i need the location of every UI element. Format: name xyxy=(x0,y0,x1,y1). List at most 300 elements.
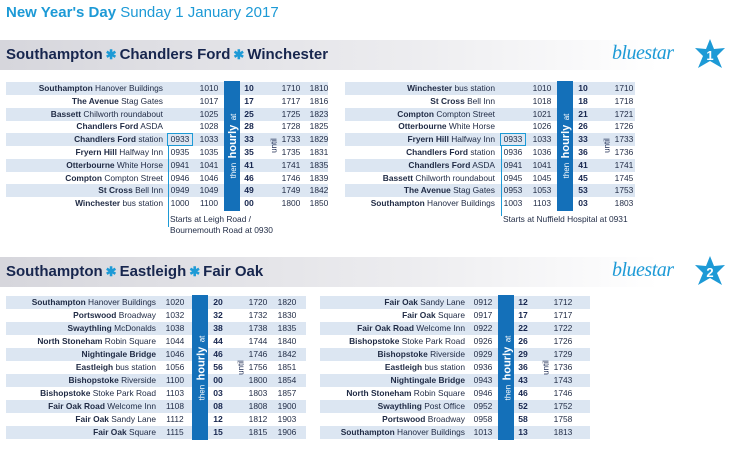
route-number: 2 xyxy=(706,265,714,280)
stop-locality: Fair Oak xyxy=(93,427,127,437)
stop-locality: Southampton xyxy=(38,83,93,93)
stop-detail: Stoke Park Road xyxy=(401,336,465,346)
departure-time: 1053 xyxy=(532,185,552,196)
section-header-route-2 xyxy=(0,257,732,287)
departure-time: 1758 xyxy=(553,414,573,424)
departure-time: 0935 xyxy=(170,147,190,157)
timetable-row xyxy=(345,133,635,146)
page-title xyxy=(6,4,279,24)
stop-locality: Chandlers Ford xyxy=(76,121,139,132)
departure-time: 1003 xyxy=(503,198,523,209)
past-the-hour-minutes: 32 xyxy=(213,310,223,320)
stop-name xyxy=(320,426,465,439)
stop-name xyxy=(6,159,163,172)
past-the-hour-minutes: 41 xyxy=(244,159,254,170)
star-icon: ✱ xyxy=(189,264,201,279)
past-the-hour-minutes: 44 xyxy=(213,336,223,346)
section-header-route-1 xyxy=(0,40,732,70)
section-title-origin: Southampton xyxy=(6,263,103,280)
stop-locality: Southampton xyxy=(31,297,86,307)
departure-time: 1033 xyxy=(532,134,552,145)
stop-detail: Bell Inn xyxy=(135,185,163,196)
past-the-hour-minutes: 53 xyxy=(578,185,588,196)
stop-detail: bus station xyxy=(122,198,163,209)
departure-time: 1746 xyxy=(553,388,573,398)
stop-locality: Otterbourne xyxy=(66,159,115,170)
stop-name xyxy=(320,413,465,426)
past-the-hour-minutes: 25 xyxy=(244,108,254,119)
stop-name xyxy=(320,322,465,335)
past-the-hour-minutes: 41 xyxy=(578,159,588,170)
timetable-row xyxy=(345,108,635,121)
then-label: then xyxy=(229,162,238,179)
stop-name xyxy=(320,296,465,309)
departure-time: 0941 xyxy=(503,159,523,170)
departure-time: 1020 xyxy=(165,297,185,307)
departure-time: 1741 xyxy=(281,159,301,170)
page-title-date: Sunday 1 January 2017 xyxy=(120,4,279,21)
service-footnote: Starts at Leigh Road / xyxy=(170,214,252,224)
stop-detail: Chilworth roundabout xyxy=(415,172,495,183)
past-the-hour-minutes: 43 xyxy=(518,375,528,385)
note-pointer-line xyxy=(168,146,169,227)
departure-time: 0917 xyxy=(473,310,493,320)
past-the-hour-minutes: 56 xyxy=(213,362,223,372)
then-hourly-at-bar xyxy=(224,81,240,211)
departure-time: 1013 xyxy=(473,427,493,437)
timetable-row xyxy=(345,95,635,108)
timetable-row xyxy=(6,361,306,374)
stop-detail: Chilworth roundabout xyxy=(83,108,163,119)
stop-detail: Post Office xyxy=(424,401,465,411)
stop-detail: bus station xyxy=(115,362,156,372)
stop-locality: Winchester xyxy=(407,83,453,93)
until-label: until xyxy=(541,359,551,375)
timetable-row xyxy=(6,426,306,439)
stop-name xyxy=(6,361,156,374)
stop-detail: Halfway Inn xyxy=(451,134,495,145)
departure-time: 1000 xyxy=(170,198,190,209)
timetable-row xyxy=(6,413,306,426)
stop-locality: Chandlers Ford xyxy=(408,159,471,170)
stop-name xyxy=(6,322,156,335)
stop-name xyxy=(345,120,495,133)
stop-name xyxy=(6,348,156,361)
past-the-hour-minutes: 08 xyxy=(213,401,223,411)
departure-time: 1823 xyxy=(309,108,329,119)
stop-detail: McDonalds xyxy=(114,323,156,333)
stop-detail: ASDA xyxy=(472,159,495,170)
departure-time: 1857 xyxy=(277,388,297,398)
past-the-hour-minutes: 26 xyxy=(578,121,588,132)
stop-name xyxy=(345,108,495,121)
stop-detail: Stag Gates xyxy=(121,95,163,106)
past-the-hour-minutes: 26 xyxy=(518,336,528,346)
stop-name xyxy=(6,400,156,413)
star-icon: ✱ xyxy=(105,264,117,279)
stop-locality: Fair Oak Road xyxy=(48,401,105,411)
then-hourly-at-label xyxy=(224,81,240,211)
stop-locality: Bishopstoke xyxy=(68,375,119,385)
timetable-row xyxy=(6,322,306,335)
timetable-winchester-to-southampton xyxy=(345,82,635,224)
stop-name xyxy=(6,108,163,121)
stop-locality: Compton xyxy=(397,108,435,119)
departure-time: 1756 xyxy=(248,362,268,372)
departure-time: 1851 xyxy=(277,362,297,372)
departure-time: 1726 xyxy=(614,121,634,132)
departure-time xyxy=(167,108,193,121)
timetable-row xyxy=(6,400,306,413)
stop-locality: Winchester xyxy=(75,198,121,209)
departure-time: 0926 xyxy=(473,336,493,346)
then-hourly-at-bar xyxy=(192,295,208,440)
departure-time: 1729 xyxy=(553,349,573,359)
bluestar-logo: bluestar xyxy=(612,42,674,64)
until-label: until xyxy=(269,138,279,153)
stop-name xyxy=(320,348,465,361)
departure-time: 1710 xyxy=(614,83,634,93)
departure-time: 0946 xyxy=(170,172,190,183)
stop-locality: Fair Oak xyxy=(384,297,418,307)
departure-time: 1906 xyxy=(277,427,297,437)
departure-time: 1717 xyxy=(553,310,573,320)
departure-time: 1816 xyxy=(309,95,329,106)
then-hourly-at-label xyxy=(498,295,514,440)
at-label: at xyxy=(229,113,238,121)
stop-name xyxy=(320,309,465,322)
stop-name xyxy=(345,184,495,197)
timetable-row xyxy=(345,82,635,95)
stop-name xyxy=(320,400,465,413)
timetable-row xyxy=(6,387,306,400)
timetable-row xyxy=(320,309,590,322)
hourly-label: hourly xyxy=(195,346,207,380)
departure-time: 1100 xyxy=(199,198,218,209)
timetable-row xyxy=(6,184,328,197)
stop-name xyxy=(6,413,156,426)
stop-locality: North Stoneham xyxy=(346,388,412,398)
section-title xyxy=(6,263,263,280)
past-the-hour-minutes: 28 xyxy=(244,121,254,132)
stop-locality: Swaythling xyxy=(377,401,422,411)
stop-locality: Portswood xyxy=(382,414,426,424)
departure-time: 1839 xyxy=(309,172,329,183)
stop-detail: station xyxy=(138,134,163,145)
departure-time: 1045 xyxy=(532,172,552,183)
departure-time: 1115 xyxy=(166,427,184,437)
hourly-label: hourly xyxy=(227,124,239,159)
stop-detail: Hanover Buildings xyxy=(95,83,163,93)
timetable-row xyxy=(320,426,590,439)
then-hourly-at-label xyxy=(192,295,208,440)
stop-detail: Hanover Buildings xyxy=(427,198,495,209)
departure-time: 0958 xyxy=(473,414,493,424)
past-the-hour-minutes: 36 xyxy=(578,147,588,157)
departure-time: 1718 xyxy=(614,95,634,106)
departure-time: 1815 xyxy=(248,427,268,437)
departure-time: 1018 xyxy=(532,95,552,106)
stop-locality: Nightingale Bridge xyxy=(390,375,465,385)
departure-time: 1738 xyxy=(248,323,268,333)
then-hourly-at-bar xyxy=(557,81,573,211)
departure-time: 1753 xyxy=(614,185,634,196)
at-label: at xyxy=(562,113,571,121)
departure-time: 0953 xyxy=(503,185,523,196)
timetable-row xyxy=(320,322,590,335)
stop-locality: Fair Oak xyxy=(402,310,436,320)
departure-time: 1810 xyxy=(309,83,329,93)
stop-detail: White Horse xyxy=(448,121,495,132)
departure-time: 1717 xyxy=(281,95,301,106)
departure-time: 1840 xyxy=(277,336,297,346)
timetable-row xyxy=(6,120,328,133)
departure-time: 0941 xyxy=(170,159,190,170)
timetable-southampton-to-fair-oak xyxy=(6,296,306,439)
departure-time xyxy=(167,120,193,133)
page-title-holiday: New Year's Day xyxy=(6,4,117,21)
timetable-row xyxy=(345,184,635,197)
timetable-row xyxy=(320,400,590,413)
past-the-hour-minutes: 12 xyxy=(213,414,223,424)
stop-detail: Halfway Inn xyxy=(119,147,163,157)
departure-time: 1749 xyxy=(281,185,301,196)
departure-time: 1032 xyxy=(165,310,185,320)
past-the-hour-minutes: 46 xyxy=(213,349,223,359)
stop-locality: Fair Oak Road xyxy=(357,323,414,333)
stop-detail: Riverside xyxy=(121,375,156,385)
stop-name xyxy=(6,197,163,210)
until-label: until xyxy=(236,359,246,375)
stop-detail: Hanover Buildings xyxy=(88,297,156,307)
timetable-row xyxy=(6,335,306,348)
timetable-row xyxy=(6,133,328,146)
stop-name xyxy=(6,172,163,185)
stop-name xyxy=(6,426,156,439)
departure-time: 1112 xyxy=(166,414,184,424)
past-the-hour-minutes: 22 xyxy=(518,323,528,333)
departure-time: 1025 xyxy=(199,108,219,119)
past-the-hour-minutes: 33 xyxy=(578,134,588,145)
stop-locality: Eastleigh xyxy=(75,362,114,372)
departure-time: 0949 xyxy=(170,185,190,196)
stop-detail: Riverside xyxy=(430,349,465,359)
then-hourly-at-bar xyxy=(498,295,514,440)
past-the-hour-minutes: 00 xyxy=(213,375,223,385)
timetable-row xyxy=(320,387,590,400)
stop-detail: Sandy Lane xyxy=(420,297,465,307)
stop-locality: Southampton xyxy=(370,198,425,209)
route-1-star-badge xyxy=(693,38,727,72)
departure-time: 1041 xyxy=(199,159,219,170)
note-pointer-line xyxy=(501,146,502,216)
departure-time: 1056 xyxy=(165,362,185,372)
departure-time: 1100 xyxy=(165,375,184,385)
stop-name xyxy=(6,335,156,348)
stop-locality: St Cross xyxy=(430,95,465,106)
departure-time: 1033 xyxy=(199,134,219,145)
departure-time: 1741 xyxy=(614,159,634,170)
departure-time: 1010 xyxy=(199,83,219,93)
star-icon: ✱ xyxy=(105,47,117,62)
departure-time xyxy=(167,82,193,95)
stop-locality: Otterbourne xyxy=(398,121,447,132)
stop-locality: The Avenue xyxy=(71,95,119,106)
departure-time: 1721 xyxy=(614,108,634,119)
departure-time: 1736 xyxy=(553,362,573,372)
stop-locality: Bishopstoke xyxy=(40,388,91,398)
hourly-label: hourly xyxy=(560,124,572,159)
departure-time xyxy=(500,108,526,121)
departure-time: 1745 xyxy=(614,172,634,183)
departure-time: 1725 xyxy=(281,108,301,119)
departure-time: 1735 xyxy=(281,147,301,157)
past-the-hour-minutes: 36 xyxy=(518,362,528,372)
stop-name xyxy=(6,296,156,309)
departure-time: 1726 xyxy=(553,336,573,346)
stop-locality: Fryern Hill xyxy=(407,134,449,145)
timetable-row xyxy=(6,82,328,95)
past-the-hour-minutes: 00 xyxy=(244,198,254,209)
past-the-hour-minutes: 49 xyxy=(244,185,254,196)
departure-time: 0933 xyxy=(500,133,526,146)
departure-time: 1046 xyxy=(165,349,185,359)
departure-time: 1900 xyxy=(277,401,297,411)
departure-time: 1038 xyxy=(165,323,185,333)
stop-detail: Square xyxy=(437,310,465,320)
at-label: at xyxy=(197,335,206,342)
departure-time: 0936 xyxy=(473,362,493,372)
timetable-row xyxy=(320,296,590,309)
departure-time: 1108 xyxy=(165,401,184,411)
departure-time: 1028 xyxy=(199,121,219,132)
stop-locality: Chandlers Ford xyxy=(406,147,468,157)
departure-time: 1746 xyxy=(248,349,268,359)
stop-name xyxy=(6,387,156,400)
departure-time: 1803 xyxy=(248,388,268,398)
timetable-row xyxy=(345,120,635,133)
departure-time: 1813 xyxy=(553,427,573,437)
departure-time xyxy=(500,95,526,108)
departure-time: 1103 xyxy=(165,388,184,398)
stop-name xyxy=(6,309,156,322)
timetable-row xyxy=(6,108,328,121)
past-the-hour-minutes: 33 xyxy=(244,134,254,145)
departure-time: 0943 xyxy=(473,375,493,385)
past-the-hour-minutes: 17 xyxy=(244,95,254,106)
stop-locality: Fryern Hill xyxy=(75,147,117,157)
stop-name xyxy=(6,374,156,387)
departure-time: 1049 xyxy=(199,185,219,196)
stop-detail: Robin Square xyxy=(413,388,465,398)
stop-locality: Nightingale Bridge xyxy=(81,349,156,359)
then-label: then xyxy=(197,384,206,400)
stop-name xyxy=(345,159,495,172)
departure-time: 1103 xyxy=(532,198,551,209)
stop-locality: Bishopstoke xyxy=(349,336,400,346)
route-2-star-badge xyxy=(693,255,727,289)
stop-name xyxy=(6,133,163,146)
stop-name xyxy=(6,184,163,197)
stop-name xyxy=(320,374,465,387)
stop-name xyxy=(6,146,163,159)
past-the-hour-minutes: 12 xyxy=(518,297,528,307)
stop-detail: station xyxy=(470,147,495,157)
timetable-row xyxy=(6,95,328,108)
timetable-row xyxy=(345,172,635,185)
departure-time: 1044 xyxy=(165,336,185,346)
stop-detail: Compton Street xyxy=(104,172,163,183)
section-title-via: Chandlers Ford xyxy=(119,46,231,63)
departure-time: 1035 xyxy=(199,147,219,157)
departure-time: 1803 xyxy=(614,198,634,209)
stop-name xyxy=(345,172,495,185)
departure-time: 1808 xyxy=(248,401,268,411)
section-title-via: Eastleigh xyxy=(119,263,187,280)
departure-time: 1850 xyxy=(309,198,329,209)
timetable-row xyxy=(320,335,590,348)
departure-time xyxy=(500,82,526,95)
timetable-row xyxy=(6,296,306,309)
timetable-row xyxy=(6,146,328,159)
past-the-hour-minutes: 03 xyxy=(213,388,223,398)
departure-time: 1010 xyxy=(532,83,552,93)
stop-detail: Hanover Buildings xyxy=(397,427,465,437)
stop-detail: Square xyxy=(128,427,156,437)
stop-detail: bus station xyxy=(454,83,495,93)
timetable-southampton-to-winchester xyxy=(6,82,329,235)
timetable-row xyxy=(6,197,328,210)
past-the-hour-minutes: 35 xyxy=(244,147,254,157)
timetable-row xyxy=(6,159,328,172)
past-the-hour-minutes: 18 xyxy=(578,95,588,106)
departure-time: 1812 xyxy=(248,414,268,424)
stop-locality: The Avenue xyxy=(403,185,451,196)
departure-time: 0945 xyxy=(503,172,523,183)
stop-locality: Bishopstoke xyxy=(377,349,428,359)
stop-name xyxy=(320,387,465,400)
stop-locality: Southampton xyxy=(340,427,395,437)
service-footnote: Starts at Nuffield Hospital at 0931 xyxy=(503,214,628,224)
stop-locality: Eastleigh xyxy=(384,362,423,372)
section-title-destination: Fair Oak xyxy=(203,263,264,280)
departure-time: 0929 xyxy=(473,349,493,359)
departure-time xyxy=(167,95,193,108)
timetable-row xyxy=(6,374,306,387)
past-the-hour-minutes: 21 xyxy=(578,108,588,119)
stop-detail: Compton Street xyxy=(436,108,495,119)
past-the-hour-minutes: 52 xyxy=(518,401,528,411)
departure-time: 1800 xyxy=(281,198,301,209)
departure-time: 1728 xyxy=(281,121,301,132)
departure-time: 1710 xyxy=(281,83,301,93)
departure-time: 1800 xyxy=(248,375,268,385)
stop-name xyxy=(345,146,495,159)
service-footnote: Bournemouth Road at 0930 xyxy=(170,225,273,235)
stop-locality: Portswood xyxy=(73,310,117,320)
section-title xyxy=(6,46,328,63)
bluestar-logo: bluestar xyxy=(612,259,674,281)
stop-detail: ASDA xyxy=(140,121,163,132)
timetable-row xyxy=(6,348,306,361)
departure-time: 1017 xyxy=(199,95,219,106)
stop-detail: Bell Inn xyxy=(467,95,495,106)
departure-time: 1752 xyxy=(553,401,573,411)
departure-time: 1829 xyxy=(309,134,329,145)
departure-time: 1041 xyxy=(532,159,552,170)
departure-time: 1733 xyxy=(614,134,634,145)
then-label: then xyxy=(503,384,512,400)
